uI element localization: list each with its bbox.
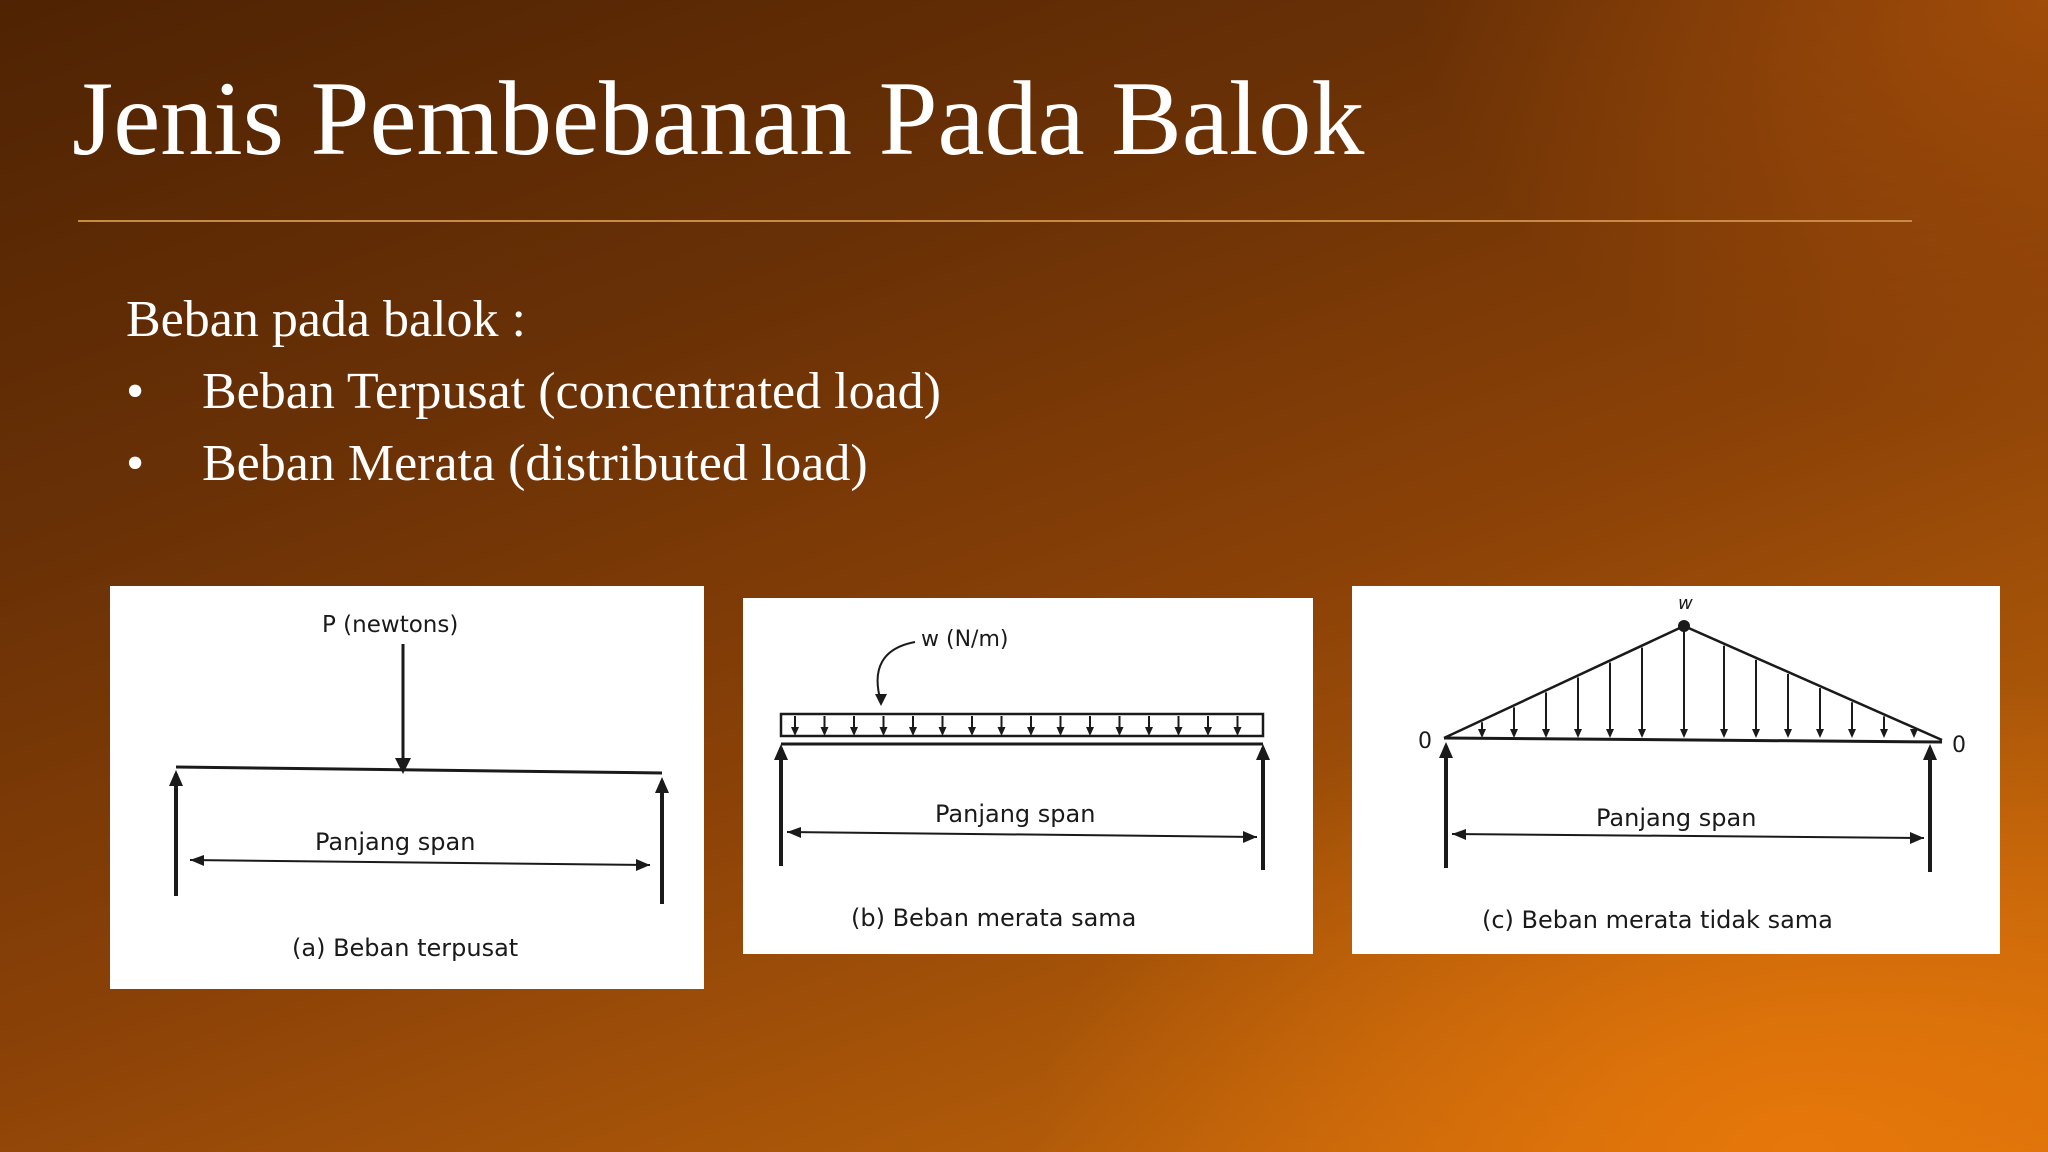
span-arrow-right	[1910, 832, 1924, 844]
bullet-symbol: •	[126, 363, 145, 420]
load-envelope	[1444, 626, 1942, 740]
load-arrowhead	[1680, 729, 1688, 738]
load-arrowhead	[1606, 729, 1614, 738]
span-arrow-right	[1243, 831, 1257, 843]
figure-concentrated-load	[110, 586, 704, 989]
span-dimension-line	[787, 832, 1257, 837]
load-arrowhead	[1752, 729, 1760, 738]
load-label: w (N/m)	[921, 627, 1009, 652]
triangular-load-arrows	[1478, 628, 1918, 738]
load-arrowhead	[1816, 729, 1824, 738]
bullet-item-concentrated	[126, 356, 941, 428]
load-arrowhead	[850, 727, 858, 736]
beam	[1444, 738, 1942, 742]
left-support-arrowhead	[774, 744, 788, 760]
load-arrowhead	[1574, 729, 1582, 738]
load-arrowhead	[1086, 727, 1094, 736]
load-arrowhead	[821, 727, 829, 736]
concentrated-load-diagram	[110, 586, 704, 989]
bullet-item-distributed	[126, 428, 941, 500]
load-label: P (newtons)	[322, 612, 459, 638]
load-pointer	[878, 642, 915, 702]
load-arrowhead	[968, 727, 976, 736]
load-arrowhead	[1145, 727, 1153, 736]
triangular-load-diagram	[1352, 586, 2000, 954]
right-support-arrowhead	[1256, 744, 1270, 760]
load-arrowhead	[909, 727, 917, 736]
right-support-arrowhead	[1923, 744, 1937, 760]
load-arrowhead	[791, 727, 799, 736]
load-arrowhead	[1638, 729, 1646, 738]
load-pointer-head	[875, 694, 887, 706]
load-arrowhead	[1510, 729, 1518, 738]
peak-load-label: w	[1678, 593, 1693, 614]
span-arrow-left	[1452, 829, 1466, 840]
load-arrowhead	[1542, 729, 1550, 738]
load-arrowhead	[1027, 727, 1035, 736]
span-dimension-line	[1452, 834, 1924, 838]
left-zero-label: 0	[1418, 729, 1432, 754]
span-label: Panjang span	[935, 800, 1096, 828]
load-arrowhead	[1880, 729, 1888, 738]
load-arrowhead	[1175, 727, 1183, 736]
intro-text: Beban pada balok :	[126, 291, 526, 348]
figure-uniform-load	[743, 598, 1313, 954]
bullet-text: Beban Merata (distributed load)	[202, 435, 868, 492]
load-arrowhead	[395, 758, 411, 774]
load-arrowhead	[1784, 729, 1792, 738]
right-zero-label: 0	[1952, 733, 1966, 758]
uniform-load-arrows	[791, 716, 1242, 736]
slide-body	[126, 284, 941, 500]
span-arrow-left	[190, 855, 204, 866]
load-arrowhead	[1234, 727, 1242, 736]
span-arrow-left	[787, 827, 801, 838]
load-arrowhead	[1478, 729, 1486, 738]
load-arrowhead	[1720, 729, 1728, 738]
span-dimension-line	[190, 860, 650, 865]
load-arrowhead	[939, 727, 947, 736]
uniform-load-diagram	[743, 598, 1313, 954]
beam	[176, 767, 662, 773]
figure-caption: (b) Beban merata sama	[851, 904, 1137, 932]
span-arrow-right	[636, 859, 650, 871]
title-divider	[78, 220, 1912, 222]
load-arrowhead	[998, 727, 1006, 736]
bullet-symbol: •	[126, 435, 145, 492]
figure-caption: (a) Beban terpusat	[292, 934, 519, 962]
right-support-arrowhead	[655, 777, 669, 793]
load-arrowhead	[1848, 729, 1856, 738]
bullet-text: Beban Terpusat (concentrated load)	[202, 363, 941, 420]
slide-title: Jenis Pembebanan Pada Balok	[72, 60, 1365, 177]
span-label: Panjang span	[315, 828, 476, 856]
load-arrowhead	[1057, 727, 1065, 736]
load-arrowhead	[1204, 727, 1212, 736]
figure-caption: (c) Beban merata tidak sama	[1482, 906, 1833, 934]
span-label: Panjang span	[1596, 804, 1757, 832]
left-support-arrowhead	[1439, 742, 1453, 758]
figure-triangular-load	[1352, 586, 2000, 954]
load-arrowhead	[1116, 727, 1124, 736]
load-arrowhead	[880, 727, 888, 736]
load-arrowhead	[1910, 729, 1918, 738]
left-support-arrowhead	[169, 770, 183, 786]
